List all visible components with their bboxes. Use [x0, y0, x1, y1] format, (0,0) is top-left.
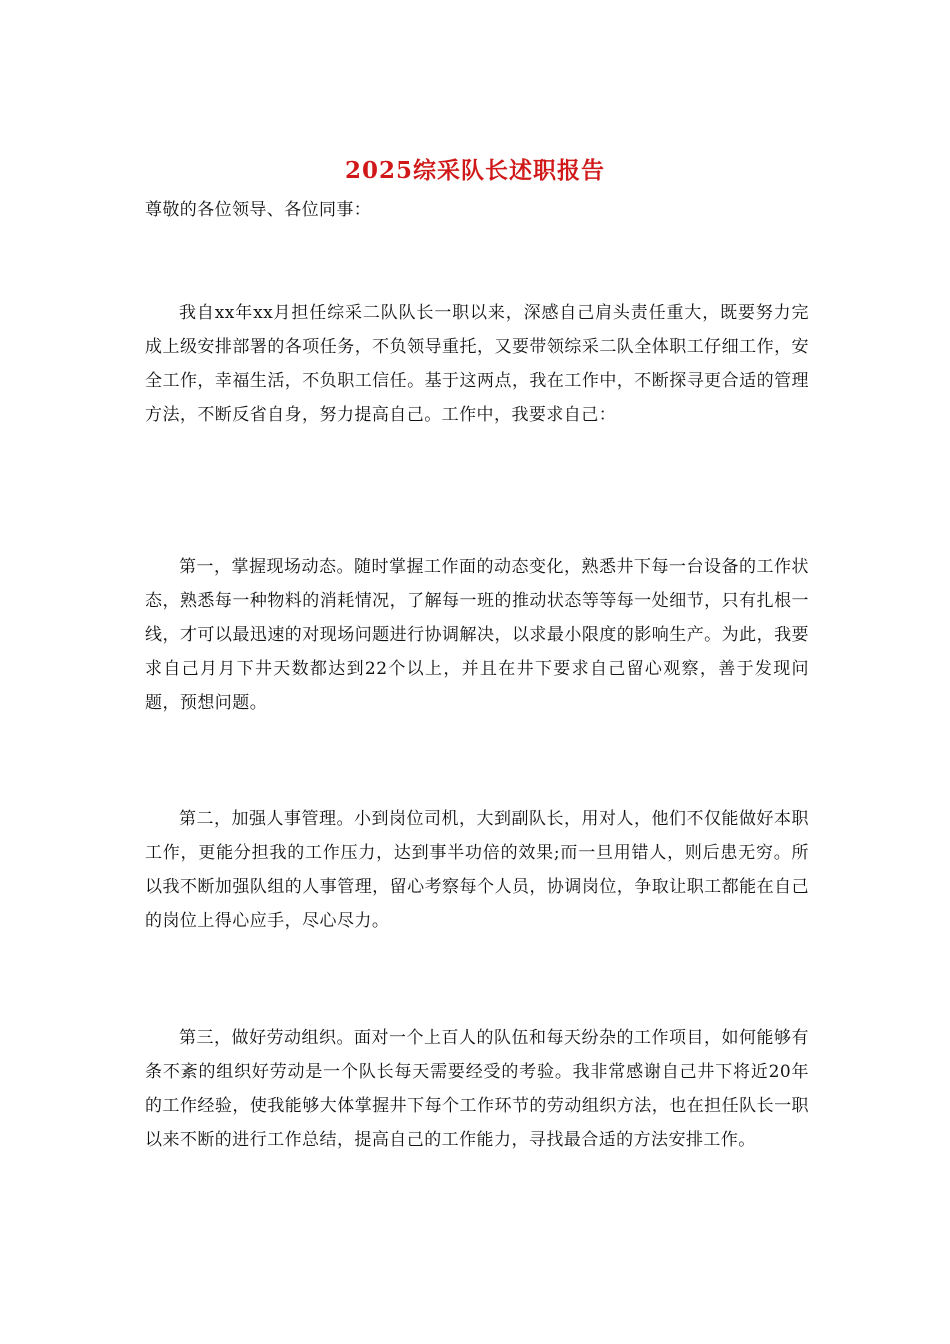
paragraph-second-point: 第二，加强人事管理。小到岗位司机，大到副队长，用对人，他们不仅能做好本职工作，更能分担我的工作压力，达到事半功倍的效果;而一旦用错人，则后患无穷。所以我不断加强队组的人事管理，留心考察每个人员，协调岗位，争取让职工都能在自己的岗位上得心应手，尽心尽力。 [145, 809, 809, 931]
salutation: 尊敬的各位领导、各位同事： [145, 200, 372, 220]
paragraph-first-point: 第一，掌握现场动态。随时掌握工作面的动态变化，熟悉井下每一台设备的工作状态，熟悉每一种物料的消耗情况，了解每一班的推动状态等等每一处细节，只有扎根一线，才可以最迅速的对现场问题进行协调解决，以求最小限度的影响生产。为此，我要求自己月月下井天数都达到22个以上，并且在井下要求自己留心观察，善于发现问题，预想问题。 [145, 557, 809, 713]
page-title: 2025综采队长述职报告 [344, 157, 605, 184]
paragraph-intro: 我自xx年xx月担任综采二队队长一职以来，深感自己肩头责任重大，既要努力完成上级安排部署的各项任务，不负领导重托，又要带领综采二队全体职工仔细工作，安全工作，幸福生活，不负职工信任。基于这两点，我在工作中，不断探寻更合适的管理方法，不断反省自身，努力提高自己。工作中，我要求自己： [145, 303, 809, 425]
paragraph-third-point: 第三，做好劳动组织。面对一个上百人的队伍和每天纷杂的工作项目，如何能够有条不紊的组织好劳动是一个队长每天需要经受的考验。我非常感谢自己井下将近20年的工作经验，使我能够大体掌握井下每个工作环节的劳动组织方法，也在担任队长一职以来不断的进行工作总结，提高自己的工作能力，寻找最合适的方法安排工作。 [145, 1028, 809, 1150]
